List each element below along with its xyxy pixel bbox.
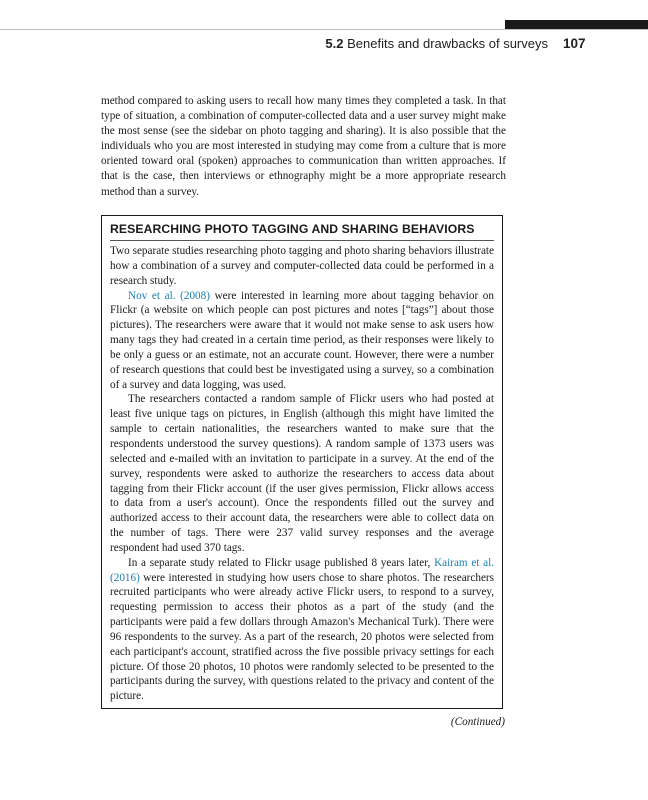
sidebar-paragraph-kairam-lead: In a separate study related to Flickr usage published 8 years later, — [128, 556, 435, 569]
section-title: Benefits and drawbacks of surveys — [347, 36, 548, 51]
section-number: 5.2 — [325, 36, 344, 51]
sidebar-title: RESEARCHING PHOTO TAGGING AND SHARING BEHAVIORS — [110, 222, 475, 236]
sidebar-title-rule — [110, 240, 494, 241]
sidebar-box — [101, 215, 503, 709]
header-accent-bar — [505, 20, 648, 29]
body-paragraph: method compared to asking users to recall how many times they completed a task. In that type of situation, a combination of computer-collected data and a user survey might make the most sense (see the sidebar on photo tagging and sharing). It is also possible that the individuals who you are most interested in studying may come from a culture that is more oriented toward oral (spoken) approaches to communication than written approaches. If that is the case, then interviews or ethnography might be a more appropriate research method than a survey. — [101, 95, 506, 198]
running-head — [325, 36, 586, 51]
page-number: 107 — [563, 36, 586, 51]
sidebar-body — [110, 244, 494, 704]
citation-link-nov[interactable]: Nov et al. (2008) — [128, 289, 210, 302]
sidebar-paragraph-nov — [110, 289, 494, 393]
sidebar-paragraph-sample: The researchers contacted a random sample of Flickr users who had posted at least five unique tags on pictures, in English (although this might have limited the sample to certain nationalities, the researchers wanted to make sure that the respondents understood the survey questions). A random sample of 1373 users was selected and e-mailed with an invitation to participate in a survey. At the end of the survey, respondents were asked to authorize the researchers to access data about tagging from their Flickr account (if the user gives permission, Flickr allows access to data from a user's account). Once the respondents filled out the survey and authorized access to their account data, the researchers were able to collect data on the number of tags. There were 237 valid survey responses and the average respondent had used 370 tags. — [110, 393, 494, 554]
header-rule — [0, 29, 648, 30]
citation-link-kairam[interactable]: Kairam et al. (2016) — [110, 556, 494, 584]
continued-label: (Continued) — [450, 716, 505, 728]
sidebar-paragraph-kairam — [110, 556, 494, 704]
sidebar-intro-paragraph: Two separate studies researching photo tagging and photo sharing behaviors illustrate how a combination of a survey and computer-collected data could be performed in a research study. — [110, 245, 494, 287]
sidebar-paragraph-kairam-text: were interested in studying how users chose to share photos. The researchers recruited participants who were already active Flickr users, to respond to a survey, requesting permission to access their photos as a part of the study (and the participants were paid a few dollars through Amazon's Mechanical Turk). There were 96 respondents to the survey. As a part of the research, 20 photos were selected from each participant's account, stratified across the five possible privacy settings for each picture. Of those 20 photos, 10 photos were randomly selected to be presented to the participants during the survey, with questions related to the privacy and content of the picture. — [110, 571, 494, 703]
sidebar-paragraph-nov-text: were interested in learning more about tagging behavior on Flickr (a website on which people can post pictures and notes [“tags”] about those pictures). The researchers were aware that it would not make sense to ask users how many tags they had created in a certain time period, as their responses were likely to be only a guess or an estimate, not an accurate count. However, there were a number of research questions that could best be investigated using a survey, so a combination of a survey and data logging, was used. — [110, 289, 494, 391]
